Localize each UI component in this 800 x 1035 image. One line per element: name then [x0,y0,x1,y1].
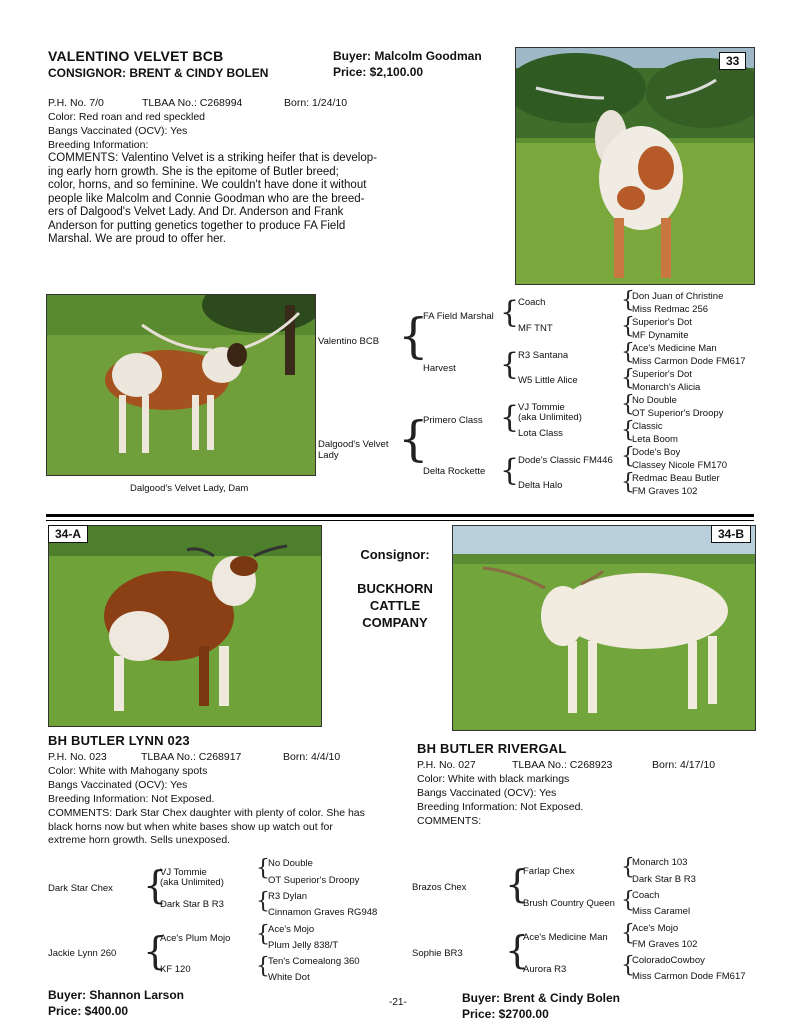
lot34a-number-badge: 34-A [48,525,88,543]
ped33-g4b: FM Graves 102 [632,486,698,497]
lot34b-number-badge: 34-B [711,525,751,543]
ped33-drd: Delta Halo [518,480,563,491]
lot34a-comments: COMMENTS: Dark Star Chex daughter with plenty of color. She has black horns now but when white bases show up watch out for extreme horn growth. Sells unexposed. [48,807,365,846]
ped33-g4b: OT Superior's Droopy [632,408,724,419]
ped34b-sd: Brush Country Queen [523,898,615,909]
brace-icon: { [621,921,635,946]
ped33-g4b: Leta Boom [632,434,678,445]
ped34b-g4: Coach [632,890,660,901]
brace-icon: { [500,347,520,382]
ped34a-g4: No Double [268,858,313,869]
ped34a-g4b: Ten's Comealong 360 [268,956,360,967]
brace-icon: { [500,453,520,488]
brace-icon: { [256,922,270,947]
ped33-subject: Valentino BCB [318,336,380,347]
lot33-born: Born: 1/24/10 [284,97,348,109]
lot34b-born: Born: 4/17/10 [652,759,716,771]
ped34b-g4b: ColoradoCowboy [632,955,705,966]
ped34a-sd: Dark Star B R3 [160,899,224,910]
ped34a-g4: R3 Dylan [268,891,308,902]
lot34a-name: BH BUTLER LYNN 023 [48,733,190,748]
lot33-number-badge: 33 [719,52,746,70]
ped33-g4: Miss Carmon Dode FM617 [632,356,746,367]
lot34b-color: Color: White with black markings [417,773,570,785]
lot34a-price: Price: $400.00 [48,1004,129,1018]
section-divider [46,520,754,521]
ped34b-g4: Monarch 103 [632,857,688,868]
ped34b-g4b: Ace's Mojo [632,923,679,934]
ped33-g4: MF Dynamite [632,330,689,341]
brace-icon: { [256,954,270,979]
ped33-ss: Coach [518,297,546,308]
ped33-g4: Don Juan of Christine [632,291,724,302]
ped34a-g4b: Ace's Mojo [268,924,315,935]
brace-icon: { [621,314,635,339]
brace-icon: { [500,295,520,330]
lot33-tlbaa: TLBAA No.: C268994 [142,97,243,109]
ped33-dam: Dalgood's Velvet Lady [318,439,389,461]
ped33-g4b: No Double [632,395,677,406]
brace-icon: { [621,366,635,391]
ped33-harvest: Harvest [423,363,456,374]
ped33-hs: R3 Santana [518,350,569,361]
ped33-sire: FA Field Marshal [423,311,494,322]
brace-icon: { [621,340,635,365]
lot34a-tlbaa: TLBAA No.: C268917 [141,751,242,763]
ped33-pc: Primero Class [423,415,483,426]
lot33-dam-caption: Dalgood's Velvet Lady, Dam [130,483,249,494]
brace-icon: { [398,411,429,467]
lot34b-buyer: Buyer: Brent & Cindy Bolen [462,991,621,1005]
ped34b-g4b: FM Graves 102 [632,939,698,950]
section-divider [46,514,754,517]
ped33-g4b: Redmac Beau Butler [632,473,720,484]
brace-icon: { [500,400,520,435]
brace-icon: { [621,444,635,469]
ped33-g4: Superior's Dot [632,317,692,328]
brace-icon: { [621,888,635,913]
brace-icon: { [256,856,270,881]
ped34b-ss: Farlap Chex [523,866,575,877]
consignor-name-line: BUCKHORN [357,581,433,596]
ped34b-g4b: Miss Carmon Dode FM617 [632,971,746,982]
brace-icon: { [621,953,635,978]
ped33-g4: Superior's Dot [632,369,692,380]
ped34b-dd: Aurora R3 [523,964,567,975]
lot33-dam-photo [46,294,316,476]
ped33-hd: W5 Little Alice [518,375,578,386]
lot34a-born: Born: 4/4/10 [283,751,341,763]
ped33-dr: Delta Rockette [423,466,486,477]
lot34a-breeding: Breeding Information: Not Exposed. [48,793,215,805]
ped33-g4b: Dode's Boy [632,447,681,458]
lot34a-buyer: Buyer: Shannon Larson [48,988,185,1002]
brace-icon: { [621,855,635,880]
ped34b-sire: Brazos Chex [412,882,467,893]
consignor-name-line: COMPANY [362,615,428,630]
lot34b-name: BH BUTLER RIVERGAL [417,741,567,756]
lot33-ph-no: P.H. No. 7/0 [48,97,104,109]
ped33-pcs: VJ Tommie [518,402,565,413]
lot33-consignor: CONSIGNOR: BRENT & CINDY BOLEN [48,66,269,80]
ped34a-ss: VJ Tommie [160,867,207,878]
lot34a-ph-no: P.H. No. 023 [48,751,107,763]
ped33-g4: Miss Redmac 256 [632,304,709,315]
lot34a-photo [48,525,322,727]
ped34b-g4: Dark Star B R3 [632,874,696,885]
ped34a-g4b: White Dot [268,972,310,983]
brace-icon: { [398,308,429,364]
lot33-buyer: Buyer: Malcolm Goodman [333,49,482,63]
lot34b-bangs: Bangs Vaccinated (OCV): Yes [417,787,557,799]
ped33-drs: Dode's Classic FM446 [518,455,613,466]
ped34a-g4: OT Superior's Droopy [268,875,360,886]
brace-icon: { [505,862,530,906]
brace-icon: { [256,889,270,914]
lot33-photo [515,47,755,285]
ped34a-sire: Dark Star Chex [48,883,113,894]
lot34a-color: Color: White with Mahogany spots [48,765,208,777]
lot34b-photo [452,525,756,731]
lot33-name: VALENTINO VELVET BCB [48,48,224,64]
lot33-breeding: Breeding Information: [48,139,149,151]
ped33-g4: Monarch's Alicia [632,382,701,393]
brace-icon: { [621,392,635,417]
page-number: -21- [389,997,407,1008]
ped34b-dam: Sophie BR3 [412,948,463,959]
ped34a-ds: Ace's Plum Mojo [160,933,231,944]
lot34b-breeding: Breeding Information: Not Exposed. [417,801,584,813]
lot34b-comments: COMMENTS: [417,815,482,827]
brace-icon: { [143,929,168,973]
lot33-price: Price: $2,100.00 [333,65,424,79]
brace-icon: { [505,928,530,972]
lot34b-ph-no: P.H. No. 027 [417,759,476,771]
ped33-g4b: Classey Nicole FM170 [632,460,728,471]
ped34b-g4: Miss Caramel [632,906,691,917]
lot34b-tlbaa: TLBAA No.: C268923 [512,759,613,771]
ped34a-ss-aka: (aka Unlimited) [160,877,224,888]
ped33-sd: MF TNT [518,323,553,334]
consignor-name-line: CATTLE [369,598,421,613]
ped34b-ds: Ace's Medicine Man [523,932,608,943]
lot33-bangs: Bangs Vaccinated (OCV): Yes [48,125,188,137]
lot33-color: Color: Red roan and red speckled [48,111,206,123]
ped34a-dd: KF 120 [160,964,191,975]
lot33-comments: COMMENTS: Valentino Velvet is a striking heifer that is develop- ing early horn growth. She is the epitome of Butler breed; color, horns, and so feminine. We couldn't have done it without people like Malcolm and Connie Goodman who are the breed- ers of Dalgood's Velvet Lady. And Dr. Anderson and Frank Anderson for putting genetics together to produce FA Field Marshal. We are proud to offer her. [48,152,377,245]
ped34a-g4: Cinnamon Graves RG948 [268,907,378,918]
brace-icon: { [143,863,168,907]
ped33-g4b: Classic [632,421,663,432]
ped33-pcs-aka: (aka Unlimited) [518,412,582,423]
brace-icon: { [621,418,635,443]
ped34a-dam: Jackie Lynn 260 [48,948,117,959]
ped33-pcd: Lota Class [518,428,563,439]
lot34b-price: Price: $2700.00 [462,1007,549,1021]
ped34a-g4b: Plum Jelly 838/T [268,940,339,951]
lot34a-bangs: Bangs Vaccinated (OCV): Yes [48,779,188,791]
ped33-g4: Ace's Medicine Man [632,343,717,354]
consignor-label: Consignor: [360,547,430,562]
brace-icon: { [621,288,635,313]
brace-icon: { [621,470,635,495]
